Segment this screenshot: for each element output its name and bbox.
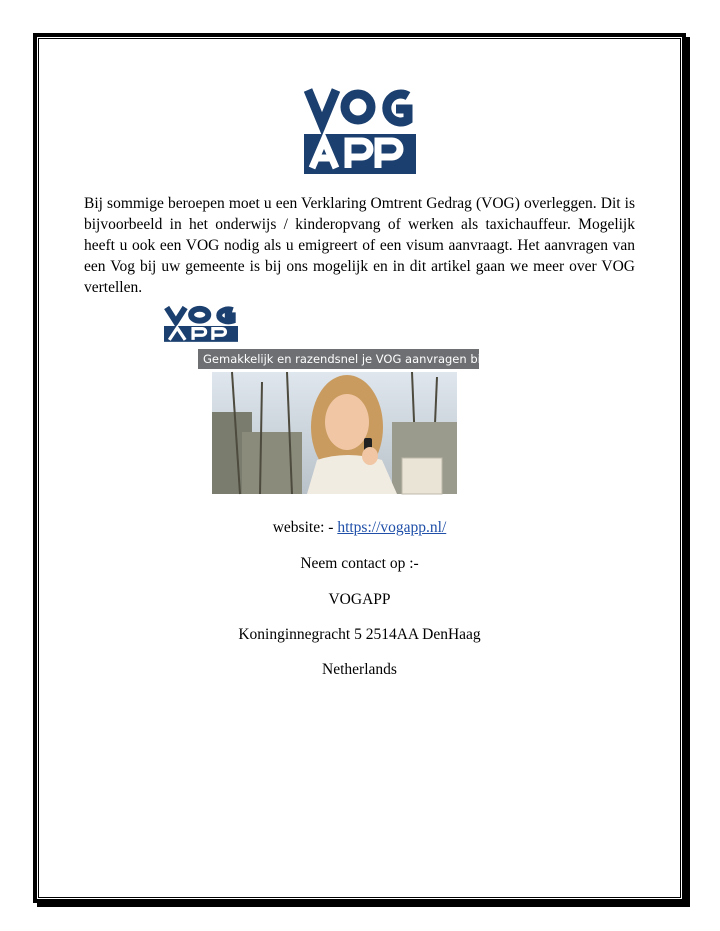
- website-link[interactable]: https://vogapp.nl/: [337, 519, 447, 536]
- contact-label: Neem contact op :-: [300, 555, 419, 572]
- intro-paragraph: Bij sommige beroepen moet u een Verklaring Omtrent Gedrag (VOG) overleggen. Dit is bijvoorbeeld in het onderwijs / kinderopvang of werken als taxichauffeur. Mogelijk heeft u ook een VOG nodig als u emigreert of een visum aanvraagt. Het aanvragen van een Vog bij uw gemeente is bij ons mogelijk en in dit artikel gaan we meer over VOG vertellen.: [84, 195, 635, 296]
- website-line: [38, 519, 681, 537]
- woman-with-phone-photo: [212, 372, 457, 494]
- vogapp-logo: [304, 88, 416, 174]
- address: Koninginnegracht 5 2514AA DenHaag: [238, 626, 481, 643]
- vogapp-logo-small: [164, 306, 238, 342]
- promo-banner: Gemakkelijk en razendsnel je VOG aanvragen binnen: [198, 349, 479, 369]
- company-name: VOGAPP: [328, 591, 391, 608]
- website-label: website: -: [272, 519, 338, 536]
- country: Netherlands: [322, 661, 397, 678]
